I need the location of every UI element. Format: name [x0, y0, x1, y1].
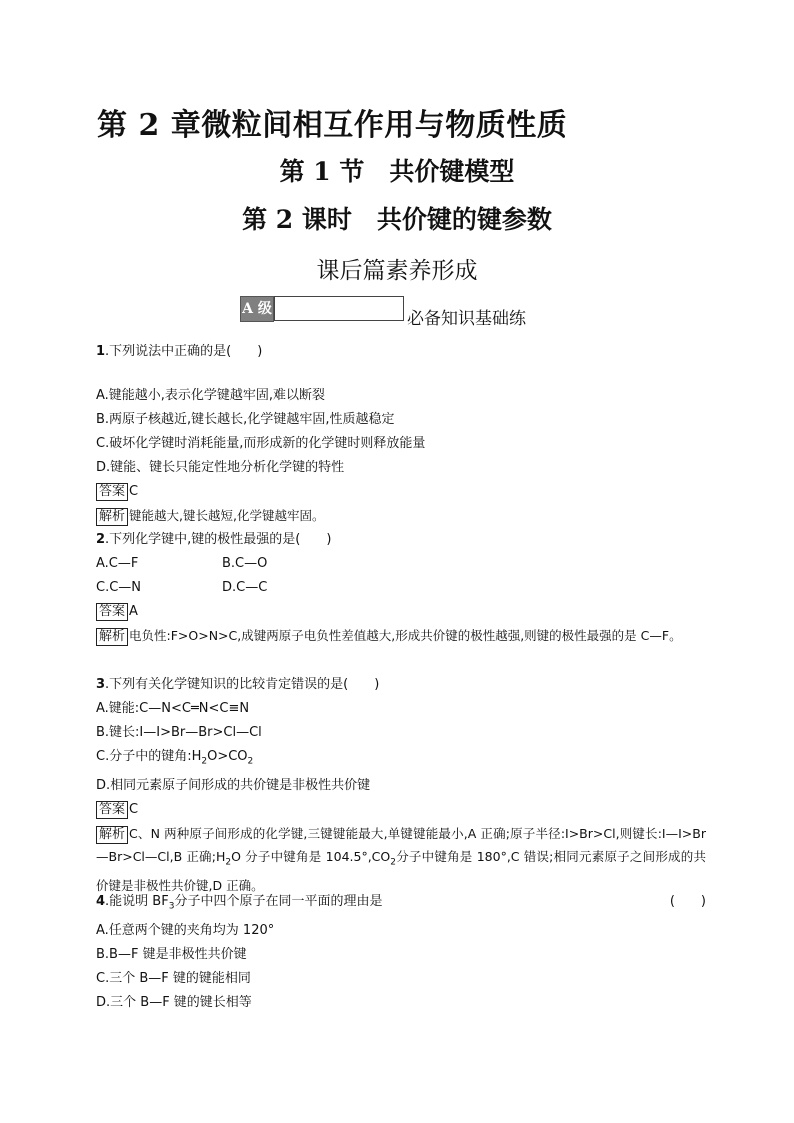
- level-title: 必备知识基础练: [407, 309, 526, 329]
- option-a: A.C—F: [96, 556, 139, 571]
- explanation: 解析 键能越大,键长越短,化学键越牢固。: [96, 504, 706, 527]
- answer: 答案 C: [96, 798, 706, 822]
- question-stem: 4.能说明 $BF_3$分子中四个原子在同一平面的理由是 ( ): [96, 890, 706, 919]
- chapter-title: 第 2 章微粒间相互作用与物质性质: [97, 108, 568, 143]
- question-4: [96, 890, 706, 1015]
- option-b: B.两原子核越近,键长越长,化学键越牢固,性质越稳定: [96, 412, 395, 427]
- lesson-title: 第 2 课时 共价键的键参数: [242, 205, 552, 234]
- answer: 答案 A: [96, 600, 706, 624]
- option-c: C.分子中的键角$:H_2O>CO_2$: [96, 749, 254, 767]
- option-b: B.键长:I—I>Br—Br>Cl—Cl: [96, 725, 262, 740]
- answer-tag: 答案: [96, 801, 128, 819]
- option-a: A.键能:C—N<C═N<C≡N: [96, 701, 250, 716]
- option-d: D.C—C: [222, 580, 268, 595]
- answer: 答案 C: [96, 480, 706, 504]
- after-class-title: 课后篇素养形成: [316, 258, 478, 284]
- question-1: [96, 340, 706, 527]
- option-c: C.破坏化学键时消耗能量,而形成新的化学键时则释放能量: [96, 436, 426, 451]
- explanation-tag: 解析: [96, 826, 128, 844]
- option-b: B.C—O: [222, 556, 268, 571]
- option-c: C.三个 B—F 键的键能相同: [96, 970, 251, 986]
- option-a: A.键能越小,表示化学键越牢固,难以断裂: [96, 388, 326, 403]
- option-c: C.C—N: [96, 580, 142, 595]
- option-d: D.键能、键长只能定性地分析化学键的特性: [96, 460, 345, 475]
- question-stem: 3.下列有关化学键知识的比较肯定错误的是( ): [96, 677, 380, 692]
- question-3: [96, 673, 706, 897]
- answer-tag: 答案: [96, 483, 128, 501]
- answer-paren: ( ): [669, 894, 706, 909]
- level-box: [274, 296, 404, 321]
- option-b: B.B—F 键是非极性共价键: [96, 946, 247, 962]
- question-stem: 1.下列说法中正确的是( ): [96, 344, 263, 359]
- option-a: A.任意两个键的夹角均为 120°: [96, 922, 275, 938]
- option-d: D.三个 B—F 键的键长相等: [96, 994, 252, 1010]
- section-title: 第 1 节 共价键模型: [279, 157, 515, 186]
- option-d: D.相同元素原子间形成的共价键是非极性共价键: [96, 777, 371, 793]
- explanation: 解析 电负性:F>O>N>C,成键两原子电负性差值越大,形成共价键的极性越强,则键的极性最强的是 C—F。: [96, 624, 706, 647]
- explanation-tag: 解析: [96, 628, 128, 646]
- answer-tag: 答案: [96, 603, 128, 621]
- question-stem: 2.下列化学键中,键的极性最强的是( ): [96, 532, 332, 547]
- explanation-tag: 解析: [96, 508, 128, 526]
- explanation: 解析 C、N 两种原子间形成的化学键,三键键能最大,单键键能最小,A 正确;原子半径:I>Br>Cl,则键长:I—I>Br—Br>Cl—Cl,B 正确$;H_2O$ 分子中键角是 $104.5^\circ,CO_2$分子中键角是 180°,C 错误;相同元素原子之间形成的共价键是非极性共价键,D 正确。: [96, 825, 706, 894]
- level-badge: A 级: [240, 296, 274, 322]
- question-2: [96, 528, 706, 647]
